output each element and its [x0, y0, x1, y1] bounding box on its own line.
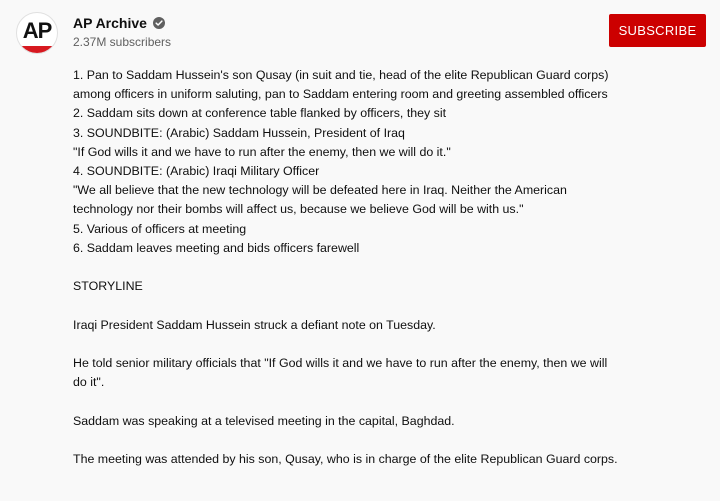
description-line: technology nor their bombs will affect us, because we believe God will be with us."	[73, 202, 524, 217]
description-line: 4. SOUNDBITE: (Arabic) Iraqi Military Officer	[73, 164, 320, 179]
description-line: "If God wills it and we have to run after the enemy, then we will do it."	[73, 144, 451, 159]
blank-line	[73, 296, 673, 315]
description-line: 5. Various of officers at meeting	[73, 221, 247, 236]
subscriber-count: 2.37M subscribers	[73, 35, 172, 49]
channel-name-row	[73, 13, 171, 33]
description-text	[73, 66, 673, 469]
channel-name[interactable]: AP Archive	[73, 15, 147, 31]
description-line: 3. SOUNDBITE: (Arabic) Saddam Hussein, President of Iraq	[73, 125, 405, 140]
description-line: Iraqi President Saddam Hussein struck a defiant note on Tuesday.	[73, 317, 436, 332]
description-line: 2. Saddam sits down at conference table flanked by officers, they sit	[73, 106, 447, 121]
blank-line	[73, 335, 673, 354]
description-line: "We all believe that the new technology will be defeated here in Iraq. Neither the American	[73, 183, 567, 198]
blank-line	[73, 431, 673, 450]
description-line: He told senior military officials that "If God wills it and we have to run after the enemy, then we will	[73, 356, 608, 370]
description-line: 1. Pan to Saddam Hussein's son Qusay (in suit and tie, head of the elite Republican Guard corps)	[73, 68, 609, 82]
verified-check-icon	[153, 17, 165, 29]
blank-line	[73, 258, 673, 277]
description-line: do it".	[73, 375, 105, 390]
channel-avatar[interactable]	[16, 12, 58, 54]
description-line: among officers in uniform saluting, pan to Saddam entering room and greeting assembled officers	[73, 87, 608, 102]
description-line: The meeting was attended by his son, Qusay, who is in charge of the elite Republican Guard corps.	[73, 451, 618, 466]
channel-info	[73, 13, 171, 49]
subscribe-button[interactable]: SUBSCRIBE	[609, 14, 706, 47]
description-line: STORYLINE	[73, 279, 143, 294]
description-line: 6. Saddam leaves meeting and bids officers farewell	[73, 240, 360, 255]
description-line: Saddam was speaking at a televised meeting in the capital, Baghdad.	[73, 413, 455, 428]
avatar-red-bar	[17, 46, 57, 53]
ap-logo: AP	[22, 18, 52, 43]
blank-line	[73, 392, 673, 411]
